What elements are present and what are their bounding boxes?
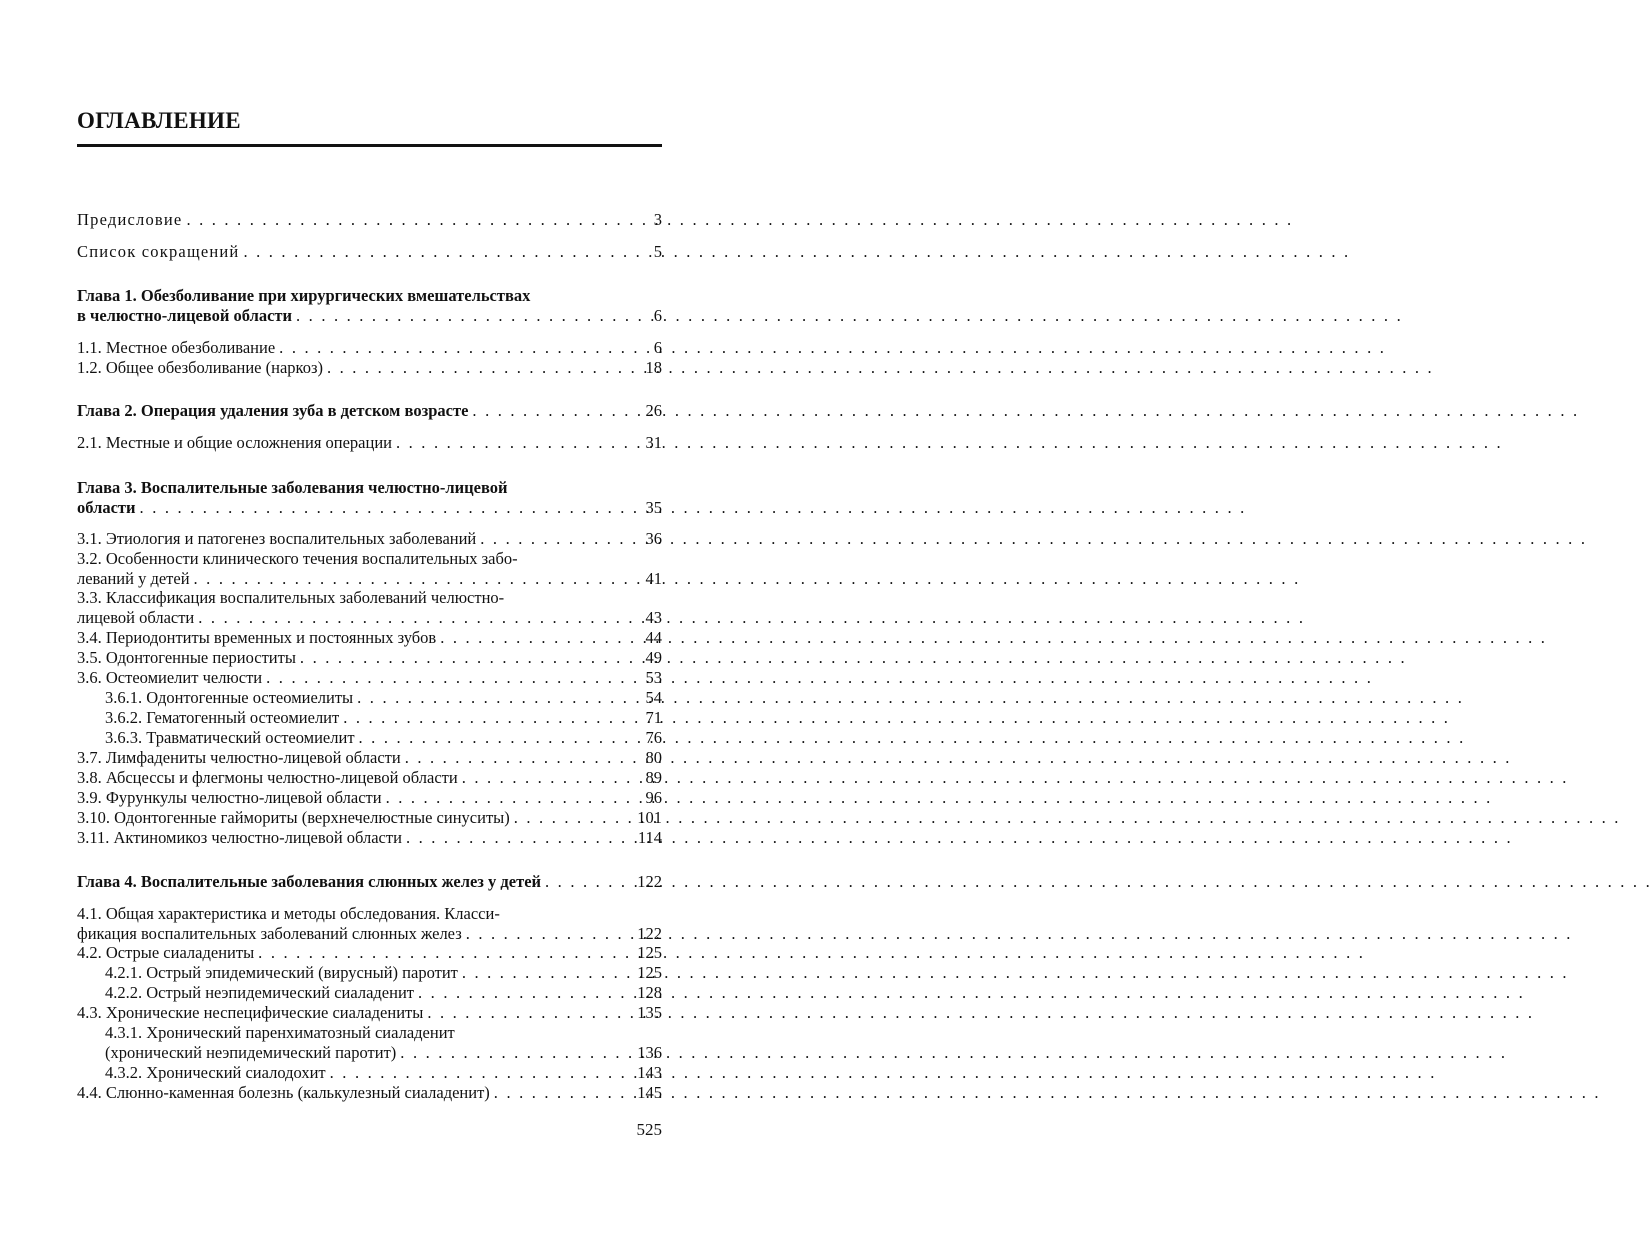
toc-entry-3-5[interactable] <box>77 648 662 668</box>
entry-title: Предисловие <box>77 210 183 229</box>
dot-leader <box>427 1003 632 1023</box>
entry-title: 4.4. Слюнно-каменная болезнь (калькулезный сиаладенит) <box>77 1083 490 1102</box>
dot-leader <box>405 748 632 768</box>
dot-leader <box>480 529 632 549</box>
toc-entry-3-6[interactable] <box>77 668 662 688</box>
dot-leader <box>186 210 632 230</box>
entry-title: 3.8. Абсцессы и флегмоны челюстно-лицевой области <box>77 768 458 787</box>
entry-title: 4.1. Общая характеристика и методы обследования. Класси- <box>77 904 500 923</box>
dot-leader <box>514 808 632 828</box>
toc-entry-preface[interactable] <box>77 210 662 230</box>
toc-entry-3-11[interactable] <box>77 828 662 848</box>
toc-entry-4-3-2[interactable] <box>105 1063 662 1083</box>
toc-entry-abbreviations[interactable] <box>77 242 662 262</box>
toc-entry-4-1-line1[interactable] <box>77 904 662 924</box>
entry-title: 3.2. Особенности клинического течения воспалительных забо- <box>77 549 518 568</box>
entry-page: 122 <box>637 872 662 891</box>
toc-entry-4-4[interactable] <box>77 1083 662 1103</box>
toc-entry-4-2-1[interactable] <box>105 963 662 983</box>
toc-entry-3-7[interactable] <box>77 748 662 768</box>
entry-page: 49 <box>645 648 662 667</box>
dot-leader <box>406 828 632 848</box>
toc-entry-3-6-3[interactable] <box>105 728 662 748</box>
entry-page: 128 <box>637 983 662 1002</box>
entry-page: 114 <box>637 828 662 847</box>
entry-page: 136 <box>637 1043 662 1062</box>
entry-page: 26 <box>645 401 662 420</box>
toc-entry-4-3-1-line1[interactable] <box>105 1023 662 1043</box>
dot-leader <box>194 569 632 589</box>
entry-title: Глава 2. Операция удаления зуба в детском возрасте <box>77 401 469 420</box>
entry-title: 3.10. Одонтогенные гаймориты (верхнечелюстные синуситы) <box>77 808 510 827</box>
dot-leader <box>140 498 632 518</box>
entry-page: 6 <box>653 338 662 357</box>
dot-leader <box>462 963 632 983</box>
toc-entry-1-1[interactable] <box>77 338 662 358</box>
entry-title: леваний у детей <box>77 569 190 588</box>
entry-page: 18 <box>645 358 662 377</box>
toc-entry-3-6-1[interactable] <box>105 688 662 708</box>
entry-page: 80 <box>645 748 662 767</box>
toc-entry-2-1[interactable] <box>77 433 662 453</box>
toc-entry-3-3-line1[interactable] <box>77 588 662 608</box>
entry-title: 1.1. Местное обезболивание <box>77 338 276 357</box>
dot-leader <box>359 728 632 748</box>
dot-leader <box>494 1083 632 1103</box>
entry-title: 4.2.1. Острый эпидемический (вирусный) паротит <box>105 963 458 982</box>
entry-page: 31 <box>645 433 662 452</box>
entry-page: 44 <box>645 628 662 647</box>
entry-title: лицевой области <box>77 608 195 627</box>
dot-leader <box>330 1063 632 1083</box>
entry-title: 3.4. Периодонтиты временных и постоянных зубов <box>77 628 437 647</box>
entry-page: 125 <box>637 943 662 962</box>
entry-title: Глава 3. Воспалительные заболевания челюстно-лицевой <box>77 478 508 497</box>
toc-entry-3-4[interactable] <box>77 628 662 648</box>
entry-title: 4.2. Острые сиаладениты <box>77 943 255 962</box>
entry-title: в челюстно-лицевой области <box>77 306 293 325</box>
dot-leader <box>258 943 632 963</box>
dot-leader <box>386 788 632 808</box>
entry-page: 101 <box>637 808 662 827</box>
entry-page: 43 <box>645 608 662 627</box>
toc-entry-4-1[interactable] <box>77 924 662 944</box>
entry-title: 4.3.2. Хронический сиалодохит <box>105 1063 326 1082</box>
toc-entry-4-2[interactable] <box>77 943 662 963</box>
dot-leader <box>327 358 632 378</box>
entry-page: 122 <box>637 924 662 943</box>
entry-page: 6 <box>653 306 662 325</box>
toc-entry-3-3[interactable] <box>77 608 662 628</box>
toc-chapter-4[interactable] <box>77 872 662 892</box>
dot-leader <box>266 668 632 688</box>
dot-leader <box>472 401 632 421</box>
page-number: 525 <box>636 1120 662 1139</box>
entry-page: 54 <box>645 688 662 707</box>
toc-entry-3-6-2[interactable] <box>105 708 662 728</box>
entry-title: 3.3. Классификация воспалительных заболеваний челюстно- <box>77 588 505 607</box>
entry-page: 89 <box>645 768 662 787</box>
entry-page: 76 <box>645 728 662 747</box>
page-title: ОГЛАВЛЕНИЕ <box>77 108 241 133</box>
entry-page: 145 <box>637 1083 662 1102</box>
entry-page: 53 <box>645 668 662 687</box>
toc-chapter-3-line1[interactable] <box>77 478 662 498</box>
toc-entry-4-3[interactable] <box>77 1003 662 1023</box>
entry-title: 3.1. Этиология и патогенез воспалительных заболеваний <box>77 529 477 548</box>
toc-entry-3-2[interactable] <box>77 569 662 589</box>
entry-title: 3.6.2. Гематогенный остеомиелит <box>105 708 340 727</box>
dot-leader <box>462 768 632 788</box>
toc-entry-4-3-1[interactable] <box>105 1043 662 1063</box>
entry-title: 3.6.3. Травматический остеомиелит <box>105 728 355 747</box>
entry-page: 3 <box>653 210 662 229</box>
entry-title: 3.5. Одонтогенные периоститы <box>77 648 296 667</box>
dot-leader <box>243 242 632 262</box>
dot-leader <box>466 924 632 944</box>
dot-leader <box>279 338 632 358</box>
entry-title: Глава 1. Обезболивание при хирургических вмешательствах <box>77 286 531 305</box>
title-rule <box>77 144 662 147</box>
entry-title: области <box>77 498 136 517</box>
entry-title: 3.7. Лимфадениты челюстно-лицевой области <box>77 748 401 767</box>
entry-title: 1.2. Общее обезболивание (наркоз) <box>77 358 323 377</box>
dot-leader <box>396 433 632 453</box>
dot-leader <box>440 628 632 648</box>
entry-title: 4.3. Хронические неспецифические сиаладениты <box>77 1003 424 1022</box>
entry-title: Список сокращений <box>77 242 240 261</box>
toc-entry-1-2[interactable] <box>77 358 662 378</box>
entry-page: 35 <box>645 498 662 517</box>
toc-entry-3-9[interactable] <box>77 788 662 808</box>
entry-title: 2.1. Местные и общие осложнения операции <box>77 433 392 452</box>
toc-entry-3-10[interactable] <box>77 808 662 828</box>
toc-chapter-1-line1[interactable] <box>77 286 662 306</box>
entry-page: 143 <box>637 1063 662 1082</box>
toc-chapter-3[interactable] <box>77 498 662 518</box>
entry-page: 36 <box>645 529 662 548</box>
dot-leader <box>418 983 632 1003</box>
toc-entry-4-2-2[interactable] <box>105 983 662 1003</box>
entry-page: 71 <box>645 708 662 727</box>
dot-leader <box>300 648 632 668</box>
entry-title: 4.2.2. Острый неэпидемический сиаладенит <box>105 983 415 1002</box>
toc-entry-3-1[interactable] <box>77 529 662 549</box>
entry-title: (хронический неэпидемический паротит) <box>105 1043 397 1062</box>
dot-leader <box>357 688 632 708</box>
entry-page: 135 <box>637 1003 662 1022</box>
entry-title: Глава 4. Воспалительные заболевания слюнных желез у детей <box>77 872 542 891</box>
toc-entry-3-2-line1[interactable] <box>77 549 662 569</box>
entry-title: фикация воспалительных заболеваний слюнных желез <box>77 924 462 943</box>
entry-title: 3.11. Актиномикоз челюстно-лицевой области <box>77 828 402 847</box>
entry-page: 125 <box>637 963 662 982</box>
toc-chapter-1[interactable] <box>77 306 662 326</box>
entry-title: 3.6.1. Одонтогенные остеомиелиты <box>105 688 354 707</box>
entry-page: 96 <box>645 788 662 807</box>
toc-entry-3-8[interactable] <box>77 768 662 788</box>
dot-leader <box>545 872 632 892</box>
dot-leader <box>400 1043 632 1063</box>
toc-chapter-2[interactable] <box>77 401 662 421</box>
dot-leader <box>296 306 632 326</box>
entry-title: 4.3.1. Хронический паренхиматозный сиаладенит <box>105 1023 455 1042</box>
entry-page: 5 <box>653 242 662 261</box>
entry-title: 3.6. Остеомиелит челюсти <box>77 668 263 687</box>
dot-leader <box>343 708 632 728</box>
dot-leader <box>198 608 632 628</box>
entry-title: 3.9. Фурункулы челюстно-лицевой области <box>77 788 382 807</box>
entry-page: 41 <box>645 569 662 588</box>
